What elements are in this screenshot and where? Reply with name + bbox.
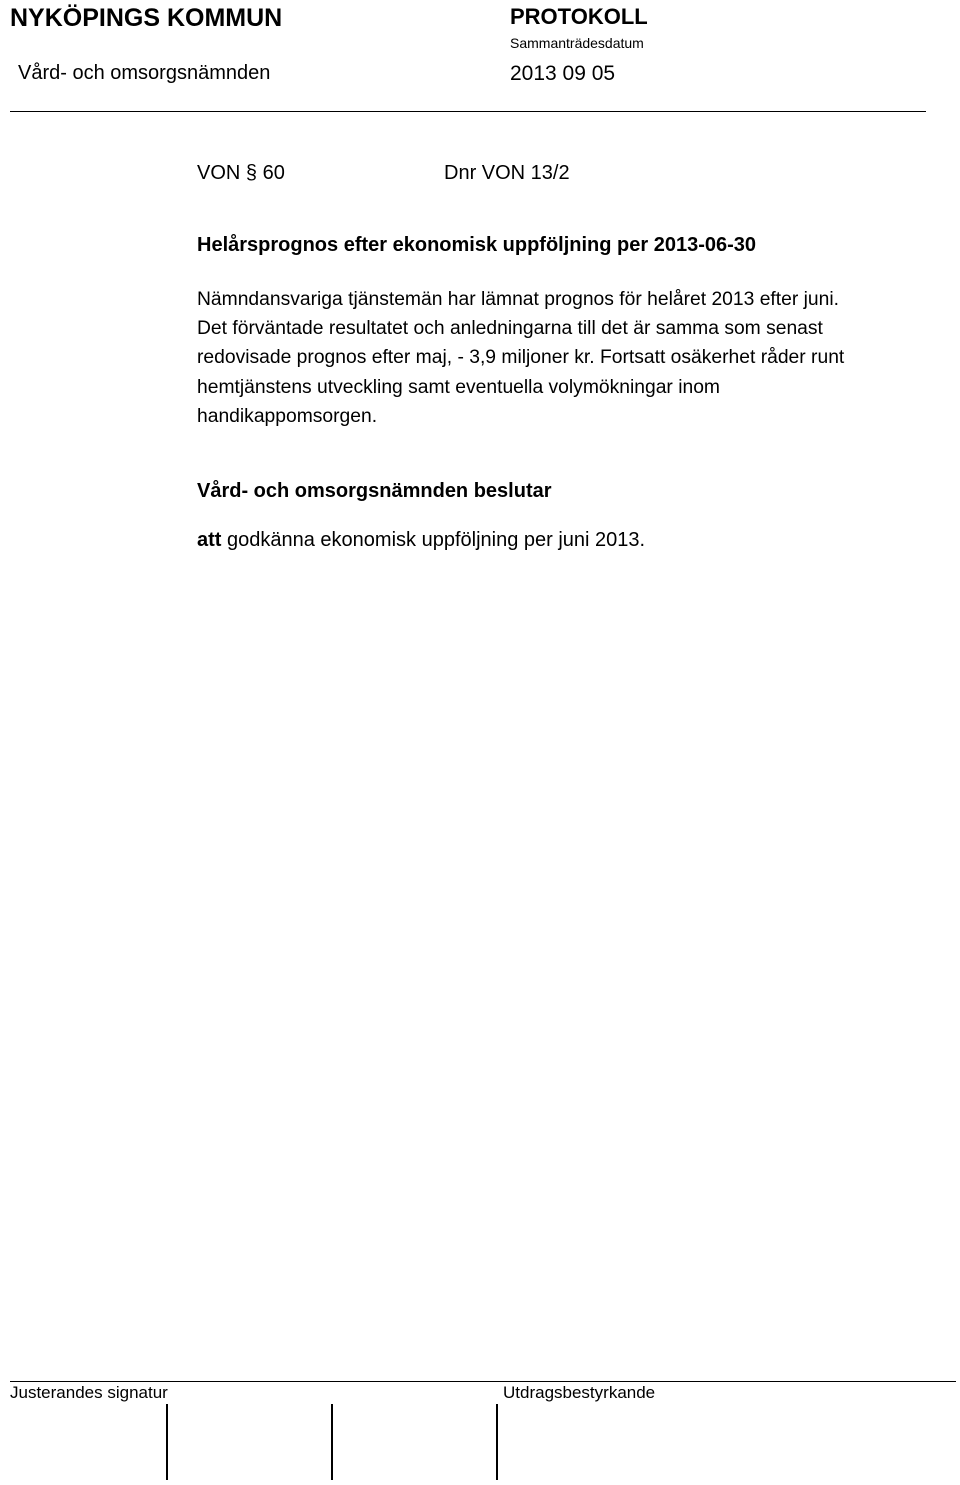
diary-number: Dnr VON 13/2 xyxy=(444,162,570,184)
meeting-date: 2013 09 05 xyxy=(510,62,616,85)
paragraph-reference: VON § 60 xyxy=(197,162,285,184)
signature-box-divider xyxy=(496,1404,498,1480)
body-line: redovisade prognos efter maj, - 3,9 miljoner kr. Fortsatt osäkerhet råder runt xyxy=(197,347,845,369)
body-line: hemtjänstens utveckling samt eventuella volymökningar inom xyxy=(197,376,720,398)
decision-keyword: att xyxy=(197,529,222,551)
decision-statement xyxy=(197,529,645,552)
organization-name: NYKÖPINGS KOMMUN xyxy=(10,4,283,32)
case-body xyxy=(197,285,937,431)
signature-box-divider xyxy=(331,1404,333,1480)
signature-box-divider xyxy=(166,1404,168,1480)
decision-heading: Vård- och omsorgsnämnden beslutar xyxy=(197,480,552,502)
body-line: Nämndansvariga tjänstemän har lämnat prognos för helåret 2013 efter juni. xyxy=(197,289,840,310)
body-line: Det förväntade resultatet och anledningarna till det är samma som senast xyxy=(197,318,823,340)
document-type: PROTOKOLL xyxy=(510,4,648,29)
signature-label: Justerandes signatur xyxy=(10,1383,168,1402)
committee-name: Vård- och omsorgsnämnden xyxy=(18,62,271,84)
meeting-date-label: Sammanträdesdatum xyxy=(510,35,644,51)
case-title: Helårsprognos efter ekonomisk uppföljning per 2013-06-30 xyxy=(197,234,757,256)
header-divider xyxy=(10,111,926,112)
body-line: handikappomsorgen. xyxy=(197,405,378,427)
decision-text: godkänna ekonomisk uppföljning per juni 2013. xyxy=(221,529,646,551)
footer-divider xyxy=(10,1381,956,1382)
extract-label: Utdragsbestyrkande xyxy=(503,1383,656,1402)
